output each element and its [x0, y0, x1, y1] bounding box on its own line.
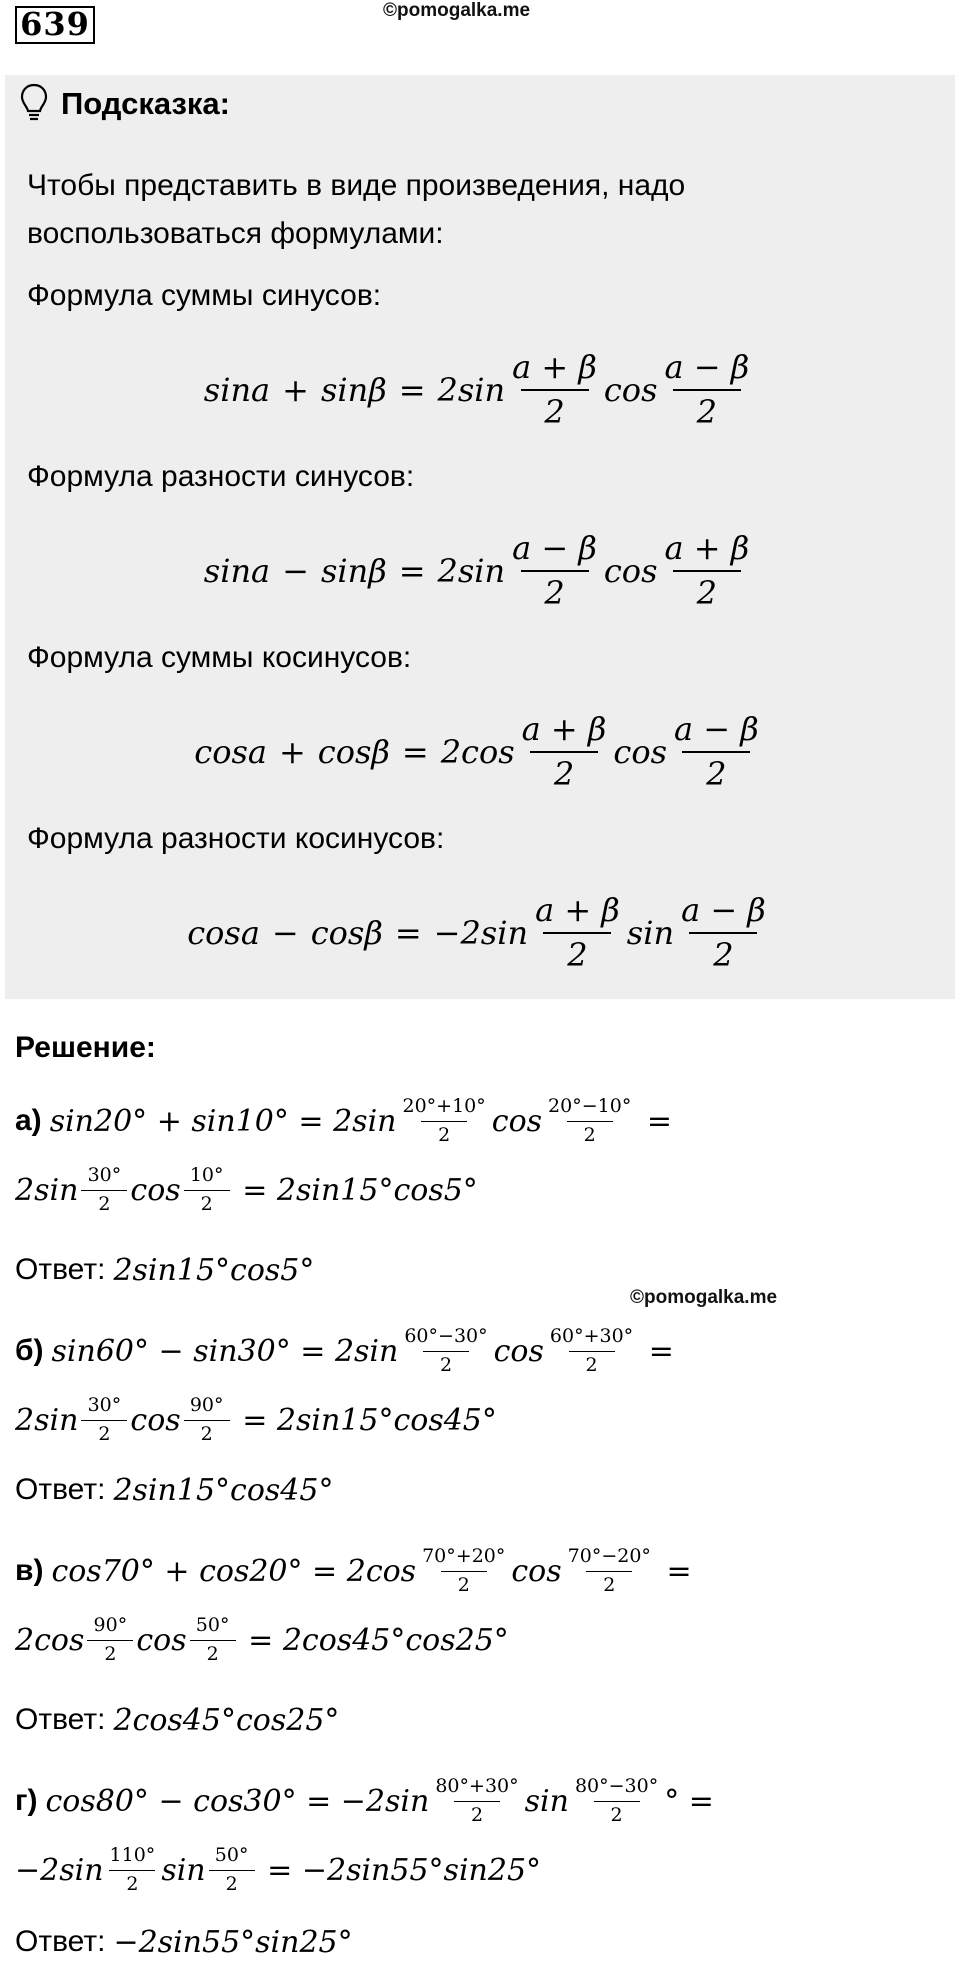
solution-v-answer: Ответ: 2cos45°cos25°: [15, 1702, 340, 1738]
formula-diff-cosines: cosa − cosβ = −2sin $\frac{a + \beta}{2}$ sin $\frac{a - \beta}{2}$: [5, 883, 955, 983]
hint-intro-line1: Чтобы представить в виде произведения, надо: [27, 169, 686, 202]
fraction: $\frac{20^\circ-10^\circ}{2}$: [548, 1094, 632, 1146]
solution-b-answer: Ответ: 2sin15°cos45°: [15, 1472, 334, 1508]
solution-v-line1: в) cos70° + cos20° = 2cos $\frac{70^\circ+20^\circ}{2}$ cos $\frac{70^\circ-20^\circ}{2}$ =: [15, 1544, 692, 1596]
formula-sum-cosines: cosa + cosβ = 2cos $\frac{a + \beta}{2}$ cos $\frac{a - \beta}{2}$: [5, 702, 955, 802]
fraction: $\frac{80^\circ+30^\circ}{2}$: [435, 1774, 519, 1826]
fraction: $\frac{50^\circ}{2}$: [190, 1615, 236, 1666]
hint-intro-line2: воспользоваться формулами:: [27, 217, 444, 250]
fraction: $\frac{70^\circ-20^\circ}{2}$: [567, 1544, 651, 1596]
fraction: $\frac{60^\circ+30^\circ}{2}$: [549, 1324, 634, 1376]
fraction: $\frac{a - \beta}{2}$: [674, 709, 759, 793]
fraction: $\frac{20^\circ+10^\circ}{2}$: [402, 1094, 486, 1146]
fraction: $\frac{10^\circ}{2}$: [184, 1165, 230, 1216]
problem-number: 639: [15, 6, 95, 44]
solution-v-line2: 2cos $\frac{90^\circ}{2}$ cos $\frac{50^\circ}{2}$ = 2cos45°cos25°: [15, 1613, 509, 1665]
formula-label-sum-sines: Формула суммы синусов:: [27, 279, 382, 312]
fraction: $\frac{110^\circ}{2}$: [109, 1843, 156, 1895]
fraction: $\frac{a + \beta}{2}$: [512, 347, 597, 431]
fraction: $\frac{a - \beta}{2}$: [664, 347, 750, 431]
fraction: $\frac{a + \beta}{2}$: [535, 890, 620, 974]
fraction: $\frac{60^\circ-30^\circ}{2}$: [404, 1324, 488, 1376]
solution-b-line2: 2sin $\frac{30^\circ}{2}$ cos $\frac{90^\circ}{2}$ = 2sin15°cos45°: [15, 1393, 497, 1445]
formula-sum-sines: sina + sinβ = 2sin $\frac{a + \beta}{2}$ cos $\frac{a - \beta}{2}$: [5, 340, 955, 440]
solution-g-line2: −2sin $\frac{110^\circ}{2}$ sin $\frac{50^\circ}{2}$ = −2sin55°sin25°: [15, 1843, 542, 1895]
fraction: $\frac{30^\circ}{2}$: [81, 1395, 127, 1446]
lightbulb-icon: [20, 83, 48, 123]
watermark-middle: ©pomogalka.me: [630, 1287, 778, 1308]
fraction: $\frac{a + \beta}{2}$: [521, 709, 607, 793]
fraction: $\frac{a - \beta}{2}$: [681, 890, 766, 974]
fraction: $\frac{90^\circ}{2}$: [184, 1395, 230, 1446]
fraction: $\frac{80^\circ-30^\circ}{2}$: [574, 1774, 659, 1826]
solution-title: Решение:: [15, 1031, 156, 1064]
fraction: $\frac{90^\circ}{2}$: [87, 1615, 133, 1666]
solution-g-line1: г) cos80° − cos30° = −2sin $\frac{80^\circ+30^\circ}{2}$ sin $\frac{80^\circ-30^\circ}{2}$ ° =: [15, 1774, 714, 1826]
solution-a-line2: 2sin $\frac{30^\circ}{2}$ cos $\frac{10^\circ}{2}$ = 2sin15°cos5°: [15, 1163, 478, 1215]
fraction: $\frac{a + \beta}{2}$: [664, 528, 750, 612]
fraction: $\frac{a - \beta}{2}$: [512, 528, 597, 612]
formula-label-diff-cosines: Формула разности косинусов:: [27, 822, 445, 855]
watermark-top: ©pomogalka.me: [383, 0, 531, 21]
solution-a-line1: а) sin20° + sin10° = 2sin $\frac{20^\circ+10^\circ}{2}$ cos $\frac{20^\circ-10^\circ}{2}$ =: [15, 1094, 673, 1146]
formula-label-diff-sines: Формула разности синусов:: [27, 460, 415, 493]
formula-diff-sines: sina − sinβ = 2sin $\frac{a - \beta}{2}$ cos $\frac{a + \beta}{2}$: [5, 521, 955, 621]
solution-b-line1: б) sin60° − sin30° = 2sin $\frac{60^\circ-30^\circ}{2}$ cos $\frac{60^\circ+30^\circ}{2}$ =: [15, 1324, 674, 1376]
hint-title: Подсказка:: [61, 86, 230, 121]
solution-a-answer: Ответ: 2sin15°cos5°: [15, 1252, 315, 1288]
formula-label-sum-cosines: Формула суммы косинусов:: [27, 641, 412, 674]
solution-g-answer: Ответ: −2sin55°sin25°: [15, 1924, 353, 1960]
fraction: $\frac{50^\circ}{2}$: [209, 1845, 255, 1896]
fraction: $\frac{30^\circ}{2}$: [81, 1165, 127, 1216]
fraction: $\frac{70^\circ+20^\circ}{2}$: [422, 1544, 506, 1596]
